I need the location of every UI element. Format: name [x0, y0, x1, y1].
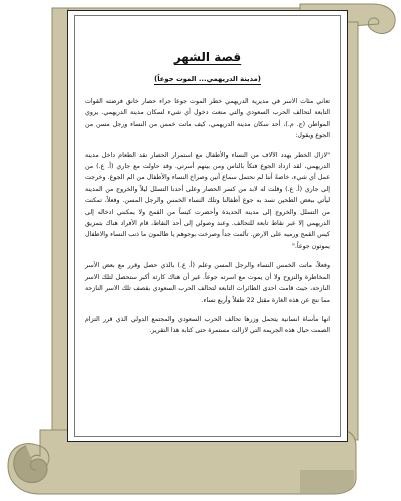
paragraph-intro: تعاني مئات الاسر في مديرية الدريهمي خطر الموت جوعا جراء حصار خانق فرضته القوات التابعة لتحالف الحرب السعودي والتي منعت دخول أي شيء لسكان مدينة الدريهمي. يروي المواطن (ج. م.)، أحد سكان مدينة الدريهمي، كيف ماتت خمس من النساء ورجل مسن من الجوع ويقول:: [85, 98, 330, 140]
paragraph-conclusion: انها مأساة انسانية يتحمل وزرها تحالف الحرب السعودي والمجتمع الدولي الذي قرر التزام الصمت حيال هذه الجريمة التي لازالت مستمرة حتى كتابة هذا التقرير.: [85, 315, 330, 335]
scroll-bottom-shade: [300, 470, 354, 494]
paragraph-testimony: "لازال الخطر يهدد الآلاف من النساء والأطفال مع استمرار الحصار نقد الطعام داخل مدينة الدريهمي، لقد ازداد الجوع فتكاً بالناس ومن بينهم أسرتي. وقد حاولت مع جاري (أ. ع.) من عمل أي شيء، خاصةً أننا لم نحتمل سماع أنين وصراخ النساء والأطفال من الم الجوع. وخرجت إلى جاري (أ. ع.) وقلت له لابد من كسر الحصار وعلى أحدنا التسلل ليلاً والخروج من المدينة ليأتي ببعض الطحين نسد به جوع أطفالنا وتلك النساء الخمس والرجل المسن. وفعلاً، تمكنت من التسلل والخروج إلى مدينة الحديدة وأحضرت كيساً من القمح ولا يمكنني ادخاله إلى الدريهمي إلا عبر نقاط تابعة للتحالف. وعند وصولي إلى أحد النقاط، قام الأفراد هناك بتمزيق كيس القمح ورميه على الارض. تألمت جداً وصرخت بوجوهم يا ظالمون ما ذنب النساء والاطفال يموتون جوعاً.": [85, 151, 330, 250]
document-frame: [74, 15, 341, 437]
page-title: قصة الشهر: [173, 50, 242, 64]
scroll-left-strip: [52, 8, 68, 440]
page-subtitle: [85, 74, 330, 84]
document-page: [67, 10, 348, 442]
paragraph-outcome: وفعلاً، ماتت الخمس النساء والرجل المسن وعلم (أ. ع.) بالذي حصل وقرر مع بعض الأسر المخاطرة والنزوح ولا أن يموت مع اسرته جوعاً. غير أن هناك كارثة أكبر ستحصل لتلك الاسر النازحة، حيث قامت احدى الطائرات التابعة لتحالف الحرب السعودي بقصف تلك الاسر النازحة مما نتج عن هذه الغارة مقتل 22 طفلاً وأربع نساء.: [85, 262, 330, 304]
subtitle-text: (مدينة الدريهمي... الموت جوعاً): [154, 75, 261, 83]
